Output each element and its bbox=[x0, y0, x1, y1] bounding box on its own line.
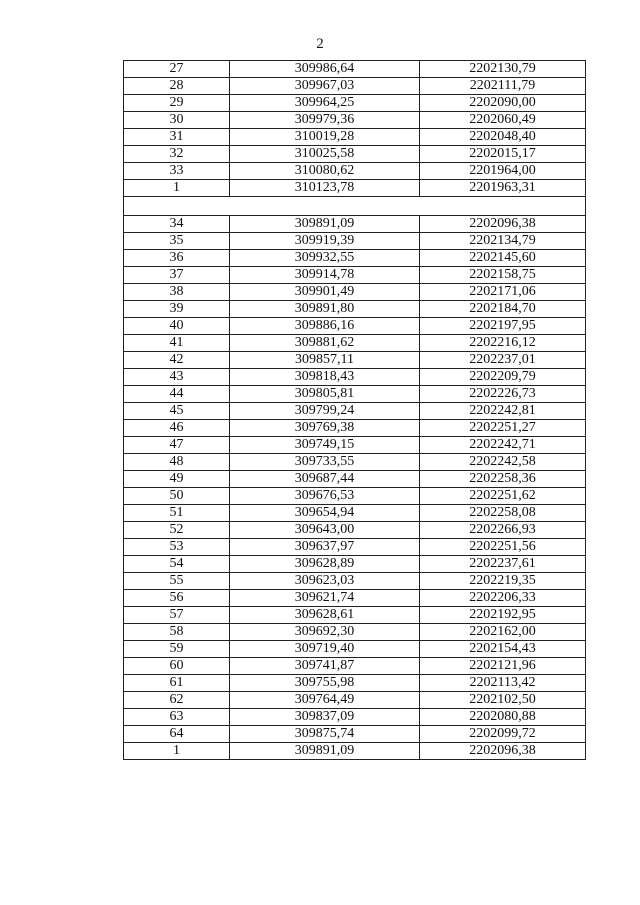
table-row bbox=[124, 437, 586, 454]
table-row bbox=[124, 301, 586, 318]
y-coordinate-cell: 2202206,33 bbox=[420, 590, 586, 607]
point-number-cell: 62 bbox=[124, 692, 230, 709]
point-number-cell: 1 bbox=[124, 180, 230, 197]
table-row bbox=[124, 78, 586, 95]
x-coordinate-cell: 309628,89 bbox=[230, 556, 420, 573]
y-coordinate-cell: 2201963,31 bbox=[420, 180, 586, 197]
y-coordinate-cell: 2202258,08 bbox=[420, 505, 586, 522]
x-coordinate-cell: 309628,61 bbox=[230, 607, 420, 624]
table-row bbox=[124, 284, 586, 301]
y-coordinate-cell: 2201964,00 bbox=[420, 163, 586, 180]
table-row bbox=[124, 658, 586, 675]
table-row bbox=[124, 573, 586, 590]
point-number-cell: 32 bbox=[124, 146, 230, 163]
x-coordinate-cell: 309733,55 bbox=[230, 454, 420, 471]
table-row bbox=[124, 488, 586, 505]
table-row bbox=[124, 233, 586, 250]
point-number-cell: 30 bbox=[124, 112, 230, 129]
x-coordinate-cell: 309623,03 bbox=[230, 573, 420, 590]
x-coordinate-cell: 309979,36 bbox=[230, 112, 420, 129]
point-number-cell: 33 bbox=[124, 163, 230, 180]
x-coordinate-cell: 309719,40 bbox=[230, 641, 420, 658]
y-coordinate-cell: 2202154,43 bbox=[420, 641, 586, 658]
y-coordinate-cell: 2202090,00 bbox=[420, 95, 586, 112]
point-number-cell: 48 bbox=[124, 454, 230, 471]
x-coordinate-cell: 309886,16 bbox=[230, 318, 420, 335]
y-coordinate-cell: 2202251,62 bbox=[420, 488, 586, 505]
y-coordinate-cell: 2202162,00 bbox=[420, 624, 586, 641]
x-coordinate-cell: 309769,38 bbox=[230, 420, 420, 437]
x-coordinate-cell: 309964,25 bbox=[230, 95, 420, 112]
point-number-cell: 61 bbox=[124, 675, 230, 692]
x-coordinate-cell: 309676,53 bbox=[230, 488, 420, 505]
table-row bbox=[124, 129, 586, 146]
x-coordinate-cell: 309749,15 bbox=[230, 437, 420, 454]
point-number-cell: 53 bbox=[124, 539, 230, 556]
point-number-cell: 47 bbox=[124, 437, 230, 454]
separator-cell bbox=[124, 197, 586, 216]
point-number-cell: 42 bbox=[124, 352, 230, 369]
table-row bbox=[124, 709, 586, 726]
point-number-cell: 41 bbox=[124, 335, 230, 352]
x-coordinate-cell: 309643,00 bbox=[230, 522, 420, 539]
point-number-cell: 45 bbox=[124, 403, 230, 420]
coordinates-table bbox=[123, 60, 586, 760]
x-coordinate-cell: 309967,03 bbox=[230, 78, 420, 95]
point-number-cell: 59 bbox=[124, 641, 230, 658]
x-coordinate-cell: 309932,55 bbox=[230, 250, 420, 267]
x-coordinate-cell: 309891,09 bbox=[230, 743, 420, 760]
point-number-cell: 64 bbox=[124, 726, 230, 743]
point-number-cell: 57 bbox=[124, 607, 230, 624]
contour-separator-row bbox=[124, 197, 586, 216]
point-number-cell: 58 bbox=[124, 624, 230, 641]
x-coordinate-cell: 309881,62 bbox=[230, 335, 420, 352]
x-coordinate-cell: 310080,62 bbox=[230, 163, 420, 180]
point-number-cell: 29 bbox=[124, 95, 230, 112]
y-coordinate-cell: 2202130,79 bbox=[420, 61, 586, 78]
y-coordinate-cell: 2202251,27 bbox=[420, 420, 586, 437]
point-number-cell: 44 bbox=[124, 386, 230, 403]
table-row bbox=[124, 61, 586, 78]
y-coordinate-cell: 2202171,06 bbox=[420, 284, 586, 301]
x-coordinate-cell: 309901,49 bbox=[230, 284, 420, 301]
x-coordinate-cell: 310019,28 bbox=[230, 129, 420, 146]
point-number-cell: 28 bbox=[124, 78, 230, 95]
table-row bbox=[124, 267, 586, 284]
table-row bbox=[124, 403, 586, 420]
y-coordinate-cell: 2202113,42 bbox=[420, 675, 586, 692]
x-coordinate-cell: 309919,39 bbox=[230, 233, 420, 250]
y-coordinate-cell: 2202237,01 bbox=[420, 352, 586, 369]
table-row bbox=[124, 112, 586, 129]
y-coordinate-cell: 2202060,49 bbox=[420, 112, 586, 129]
table-row bbox=[124, 250, 586, 267]
y-coordinate-cell: 2202102,50 bbox=[420, 692, 586, 709]
table-row bbox=[124, 539, 586, 556]
x-coordinate-cell: 309857,11 bbox=[230, 352, 420, 369]
table-row bbox=[124, 692, 586, 709]
page-number: 2 bbox=[316, 36, 324, 52]
y-coordinate-cell: 2202121,96 bbox=[420, 658, 586, 675]
point-number-cell: 49 bbox=[124, 471, 230, 488]
y-coordinate-cell: 2202242,71 bbox=[420, 437, 586, 454]
y-coordinate-cell: 2202134,79 bbox=[420, 233, 586, 250]
point-number-cell: 31 bbox=[124, 129, 230, 146]
y-coordinate-cell: 2202251,56 bbox=[420, 539, 586, 556]
y-coordinate-cell: 2202111,79 bbox=[420, 78, 586, 95]
x-coordinate-cell: 309755,98 bbox=[230, 675, 420, 692]
table-row bbox=[124, 556, 586, 573]
y-coordinate-cell: 2202197,95 bbox=[420, 318, 586, 335]
x-coordinate-cell: 309764,49 bbox=[230, 692, 420, 709]
table-row bbox=[124, 743, 586, 760]
point-number-cell: 55 bbox=[124, 573, 230, 590]
point-number-cell: 60 bbox=[124, 658, 230, 675]
point-number-cell: 38 bbox=[124, 284, 230, 301]
table-row bbox=[124, 386, 586, 403]
x-coordinate-cell: 309805,81 bbox=[230, 386, 420, 403]
table-row bbox=[124, 726, 586, 743]
table-row bbox=[124, 318, 586, 335]
table-row bbox=[124, 641, 586, 658]
point-number-cell: 54 bbox=[124, 556, 230, 573]
x-coordinate-cell: 309799,24 bbox=[230, 403, 420, 420]
point-number-cell: 63 bbox=[124, 709, 230, 726]
y-coordinate-cell: 2202216,12 bbox=[420, 335, 586, 352]
y-coordinate-cell: 2202080,88 bbox=[420, 709, 586, 726]
x-coordinate-cell: 310123,78 bbox=[230, 180, 420, 197]
y-coordinate-cell: 2202237,61 bbox=[420, 556, 586, 573]
y-coordinate-cell: 2202048,40 bbox=[420, 129, 586, 146]
x-coordinate-cell: 309914,78 bbox=[230, 267, 420, 284]
point-number-cell: 52 bbox=[124, 522, 230, 539]
table-row bbox=[124, 420, 586, 437]
y-coordinate-cell: 2202219,35 bbox=[420, 573, 586, 590]
table-row bbox=[124, 675, 586, 692]
table-row bbox=[124, 454, 586, 471]
table-row bbox=[124, 522, 586, 539]
table-row bbox=[124, 624, 586, 641]
point-number-cell: 35 bbox=[124, 233, 230, 250]
y-coordinate-cell: 2202096,38 bbox=[420, 216, 586, 233]
table-row bbox=[124, 352, 586, 369]
x-coordinate-cell: 309891,80 bbox=[230, 301, 420, 318]
table-row bbox=[124, 95, 586, 112]
point-number-cell: 50 bbox=[124, 488, 230, 505]
x-coordinate-cell: 309692,30 bbox=[230, 624, 420, 641]
table-row bbox=[124, 471, 586, 488]
point-number-cell: 51 bbox=[124, 505, 230, 522]
y-coordinate-cell: 2202258,36 bbox=[420, 471, 586, 488]
table-row bbox=[124, 335, 586, 352]
x-coordinate-cell: 309818,43 bbox=[230, 369, 420, 386]
x-coordinate-cell: 310025,58 bbox=[230, 146, 420, 163]
point-number-cell: 46 bbox=[124, 420, 230, 437]
x-coordinate-cell: 309654,94 bbox=[230, 505, 420, 522]
x-coordinate-cell: 309621,74 bbox=[230, 590, 420, 607]
x-coordinate-cell: 309837,09 bbox=[230, 709, 420, 726]
x-coordinate-cell: 309875,74 bbox=[230, 726, 420, 743]
point-number-cell: 27 bbox=[124, 61, 230, 78]
x-coordinate-cell: 309741,87 bbox=[230, 658, 420, 675]
table-row bbox=[124, 163, 586, 180]
y-coordinate-cell: 2202158,75 bbox=[420, 267, 586, 284]
y-coordinate-cell: 2202226,73 bbox=[420, 386, 586, 403]
y-coordinate-cell: 2202242,81 bbox=[420, 403, 586, 420]
table-row bbox=[124, 505, 586, 522]
point-number-cell: 34 bbox=[124, 216, 230, 233]
y-coordinate-cell: 2202209,79 bbox=[420, 369, 586, 386]
table-row bbox=[124, 607, 586, 624]
y-coordinate-cell: 2202145,60 bbox=[420, 250, 586, 267]
y-coordinate-cell: 2202015,17 bbox=[420, 146, 586, 163]
point-number-cell: 37 bbox=[124, 267, 230, 284]
point-number-cell: 39 bbox=[124, 301, 230, 318]
y-coordinate-cell: 2202242,58 bbox=[420, 454, 586, 471]
y-coordinate-cell: 2202099,72 bbox=[420, 726, 586, 743]
point-number-cell: 43 bbox=[124, 369, 230, 386]
table-row bbox=[124, 590, 586, 607]
y-coordinate-cell: 2202266,93 bbox=[420, 522, 586, 539]
y-coordinate-cell: 2202192,95 bbox=[420, 607, 586, 624]
table-row bbox=[124, 369, 586, 386]
point-number-cell: 56 bbox=[124, 590, 230, 607]
point-number-cell: 36 bbox=[124, 250, 230, 267]
x-coordinate-cell: 309986,64 bbox=[230, 61, 420, 78]
table-row bbox=[124, 180, 586, 197]
x-coordinate-cell: 309891,09 bbox=[230, 216, 420, 233]
y-coordinate-cell: 2202184,70 bbox=[420, 301, 586, 318]
table-row bbox=[124, 146, 586, 163]
y-coordinate-cell: 2202096,38 bbox=[420, 743, 586, 760]
x-coordinate-cell: 309637,97 bbox=[230, 539, 420, 556]
point-number-cell: 40 bbox=[124, 318, 230, 335]
point-number-cell: 1 bbox=[124, 743, 230, 760]
x-coordinate-cell: 309687,44 bbox=[230, 471, 420, 488]
table-row bbox=[124, 216, 586, 233]
